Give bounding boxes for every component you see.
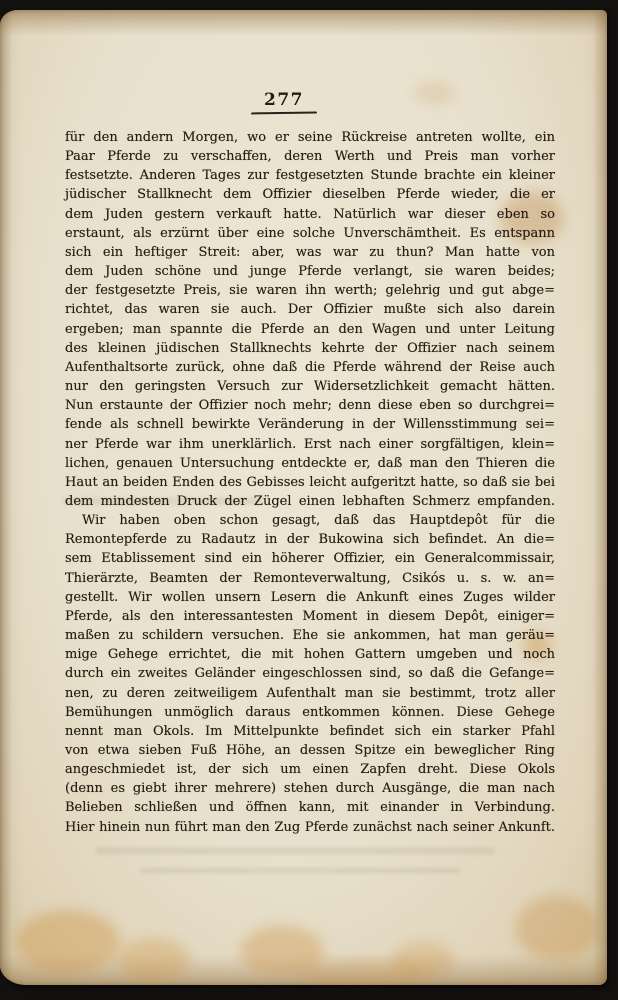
browned-edge-right: [593, 10, 607, 985]
page-header: [248, 90, 320, 114]
ink-show-through: [140, 868, 460, 873]
text-line: nur den geringsten Versuch zur Widersetzlichkeit gemacht hätten.: [65, 379, 555, 395]
text-line: nen, zu deren zeitweiligem Aufenthalt man sie bestimmt, trotz aller: [65, 685, 555, 701]
text-line: Haut an beiden Enden des Gebisses leicht aufgeritzt hatte, so daß sie bei: [65, 474, 555, 490]
body-text: [65, 128, 555, 837]
text-line: Bemühungen unmöglich daraus entkommen können. Diese Gehege: [65, 704, 555, 720]
text-line: lichen, genauen Untersuchung entdeckte er, daß man den Thieren die: [65, 455, 555, 471]
text-line: Nun erstaunte der Offizier noch mehr; denn diese eben so durchgrei=: [65, 398, 555, 414]
foxing-stain: [16, 910, 120, 974]
text-line: ner Pferde war ihm unerklärlich. Erst nach einer sorgfältigen, klein=: [65, 436, 555, 452]
text-line: dem mindesten Druck der Zügel einen lebhaften Schmerz empfanden.: [65, 493, 555, 509]
page-number-underline: [251, 112, 317, 115]
text-line: mige Gehege errichtet, die mit hohen Gattern umgeben und noch: [65, 647, 555, 663]
text-line: dem Juden schöne und junge Pferde verlangt, sie waren beides;: [65, 264, 555, 280]
text-line: durch ein zweites Geländer eingeschlossen sind, so daß die Gefange=: [65, 666, 555, 682]
text-line: angeschmiedet ist, der sich um einen Zapfen dreht. Diese Okols: [65, 762, 555, 778]
foxing-stain: [515, 896, 599, 960]
text-line: Aufenthaltsorte zurück, ohne daß die Pferde während der Reise auch: [65, 359, 555, 375]
text-line: jüdischer Stallknecht dem Offizier dieselben Pferde wieder, die er: [65, 187, 555, 203]
ink-show-through: [95, 848, 495, 854]
text-line: Wir haben oben schon gesagt, daß das Hauptdepôt für die: [82, 513, 555, 529]
text-line: richtet, das waren sie auch. Der Offizier mußte sich also darein: [65, 302, 555, 318]
text-line: Pferde, als den interessantesten Moment in diesem Depôt, einiger=: [65, 608, 555, 624]
browned-edge-top: [0, 10, 607, 36]
text-line: gestellt. Wir wollen unsern Lesern die Ankunft eines Zuges wilder: [65, 589, 555, 605]
text-line: Paar Pferde zu verschaffen, deren Werth und Preis man vorher: [65, 149, 555, 165]
paragraph: [65, 511, 555, 837]
text-line: Belieben schließen und öffnen kann, mit einander in Verbindung.: [65, 800, 555, 816]
text-line: (denn es giebt ihrer mehrere) stehen durch Ausgänge, die man nach: [65, 781, 555, 797]
text-line: maßen zu schildern versuchen. Ehe sie ankommen, hat man geräu=: [65, 628, 555, 644]
browned-edge-left: [0, 10, 12, 985]
text-line: Hier hinein nun führt man den Zug Pferde zunächst nach seiner Ankunft.: [65, 819, 555, 835]
page-number: 277: [264, 90, 304, 110]
text-line: von etwa sieben Fuß Höhe, an dessen Spitze ein beweglicher Ring: [65, 743, 555, 758]
foxing-stain: [392, 942, 454, 978]
text-line: Remontepferde zu Radautz in der Bukowina sich befindet. An die=: [65, 532, 555, 548]
text-line: des kleinen jüdischen Stallknechts kehrte der Offizier nach seinem: [65, 340, 555, 356]
text-line: der festgesetzte Preis, sie waren ihn werth; gelehrig und gut abge=: [65, 283, 555, 299]
book-page: [0, 10, 607, 985]
text-line: dem Juden gestern verkauft hatte. Natürlich war dieser eben so: [65, 206, 555, 222]
text-line: sem Etablissement sind ein höherer Offizier, ein Generalcommissair,: [65, 551, 555, 567]
foxing-stain: [415, 82, 455, 104]
text-line: ergeben; man spannte die Pferde an den Wagen und unter Leitung: [65, 321, 555, 337]
paragraph: [65, 128, 555, 511]
text-line: sich ein heftiger Streit: aber, was war zu thun? Man hatte von: [65, 244, 555, 260]
foxing-stain: [240, 926, 324, 976]
foxing-stain: [118, 938, 190, 982]
text-line: erstaunt, als erzürnt über eine solche Unverschämtheit. Es entspann: [65, 225, 555, 241]
text-line: fende als schnell bewirkte Veränderung in der Willensstimmung sei=: [65, 417, 555, 433]
text-line: festsetzte. Anderen Tages zur festgesetzten Stunde brachte ein kleiner: [65, 168, 555, 184]
text-line: für den andern Morgen, wo er seine Rückreise antreten wollte, ein: [65, 130, 555, 145]
text-line: Thierärzte, Beamten der Remonteverwaltung, Csikós u. s. w. an=: [65, 570, 555, 586]
foxing-stain: [298, 960, 428, 985]
browned-edge-bottom: [0, 953, 607, 985]
text-line: nennt man Okols. Im Mittelpunkte befindet sich ein starker Pfahl: [65, 723, 555, 739]
